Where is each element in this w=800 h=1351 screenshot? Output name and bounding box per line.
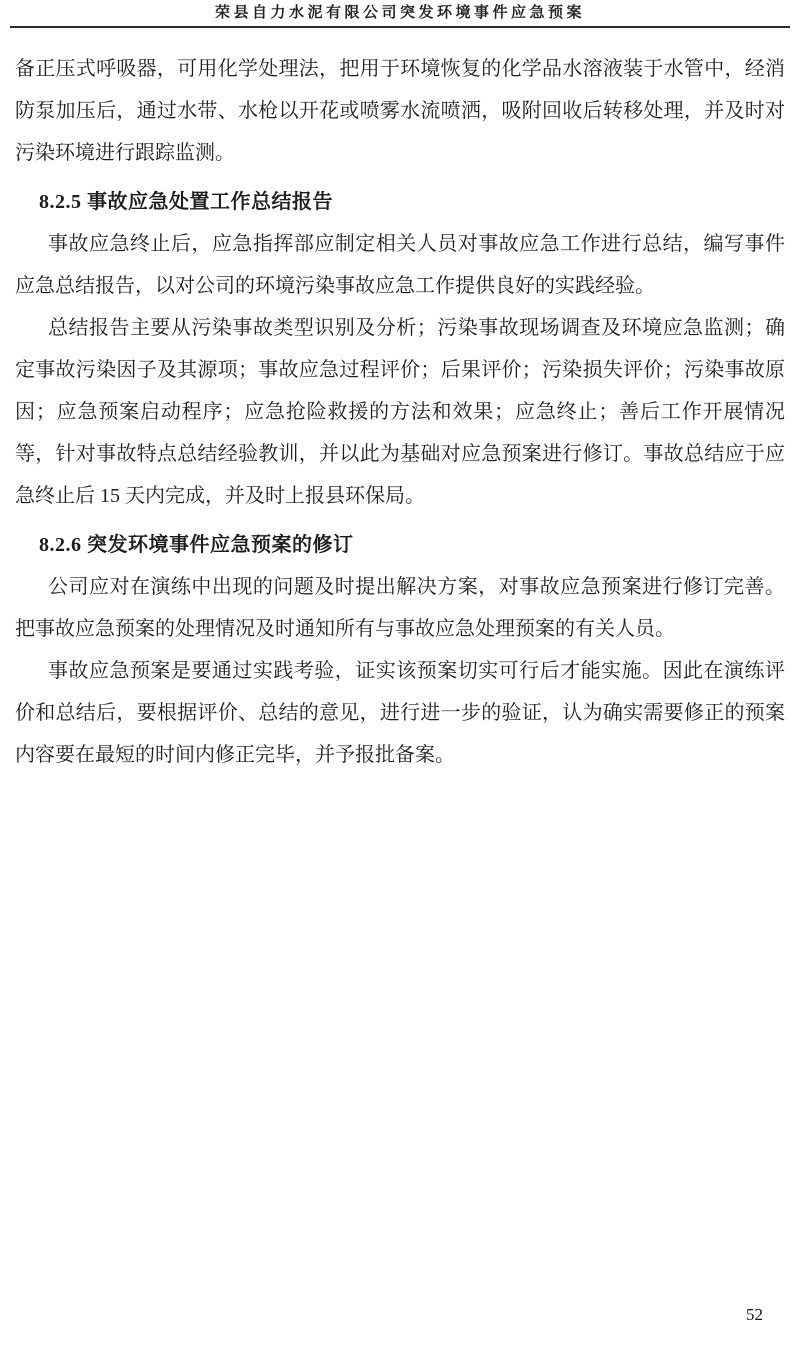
paragraph-continuation: 备正压式呼吸器，可用化学处理法，把用于环境恢复的化学品水溶液装于水管中，经消防泵加压后，通过水带、水枪以开花或喷雾水流喷洒，吸附回收后转移处理，并及时对污染环境进行跟踪监测。 (15, 58, 785, 164)
paragraph-826-1: 公司应对在演练中出现的问题及时提出解决方案，对事故应急预案进行修订完善。把事故应急预案的处理情况及时通知所有与事故应急处理预案的有关人员。 (15, 576, 785, 640)
paragraph-825-2: 总结报告主要从污染事故类型识别及分析；污染事故现场调查及环境应急监测；确定事故污染因子及其源项；事故应急过程评价；后果评价；污染损失评价；污染事故原因；应急预案启动程序；应急抢险救援的方法和效果；应急终止；善后工作开展情况等，针对事故特点总结经验教训，并以此为基础对应急预案进行修订。事故总结应于应急终止后 15 天内完成，并及时上报县环保局。 (15, 317, 785, 507)
section-heading-8-2-5: 8.2.5 事故应急处置工作总结报告 (39, 191, 333, 213)
section-heading-8-2-6: 8.2.6 突发环境事件应急预案的修订 (39, 534, 354, 556)
paragraph-825-1: 事故应急终止后，应急指挥部应制定相关人员对事故应急工作进行总结，编写事件应急总结报告，以对公司的环境污染事故应急工作提供良好的实践经验。 (15, 233, 785, 297)
page-header (0, 0, 800, 28)
page-number: 52 (746, 1305, 763, 1324)
header-title: 荣县自力水泥有限公司突发环境事件应急预案 (214, 5, 585, 21)
document-body (0, 28, 800, 776)
paragraph-826-2: 事故应急预案是要通过实践考验，证实该预案切实可行后才能实施。因此在演练评价和总结后，要根据评价、总结的意见，进行进一步的验证，认为确实需要修正的预案内容要在最短的时间内修正完毕，并予报批备案。 (15, 660, 785, 766)
